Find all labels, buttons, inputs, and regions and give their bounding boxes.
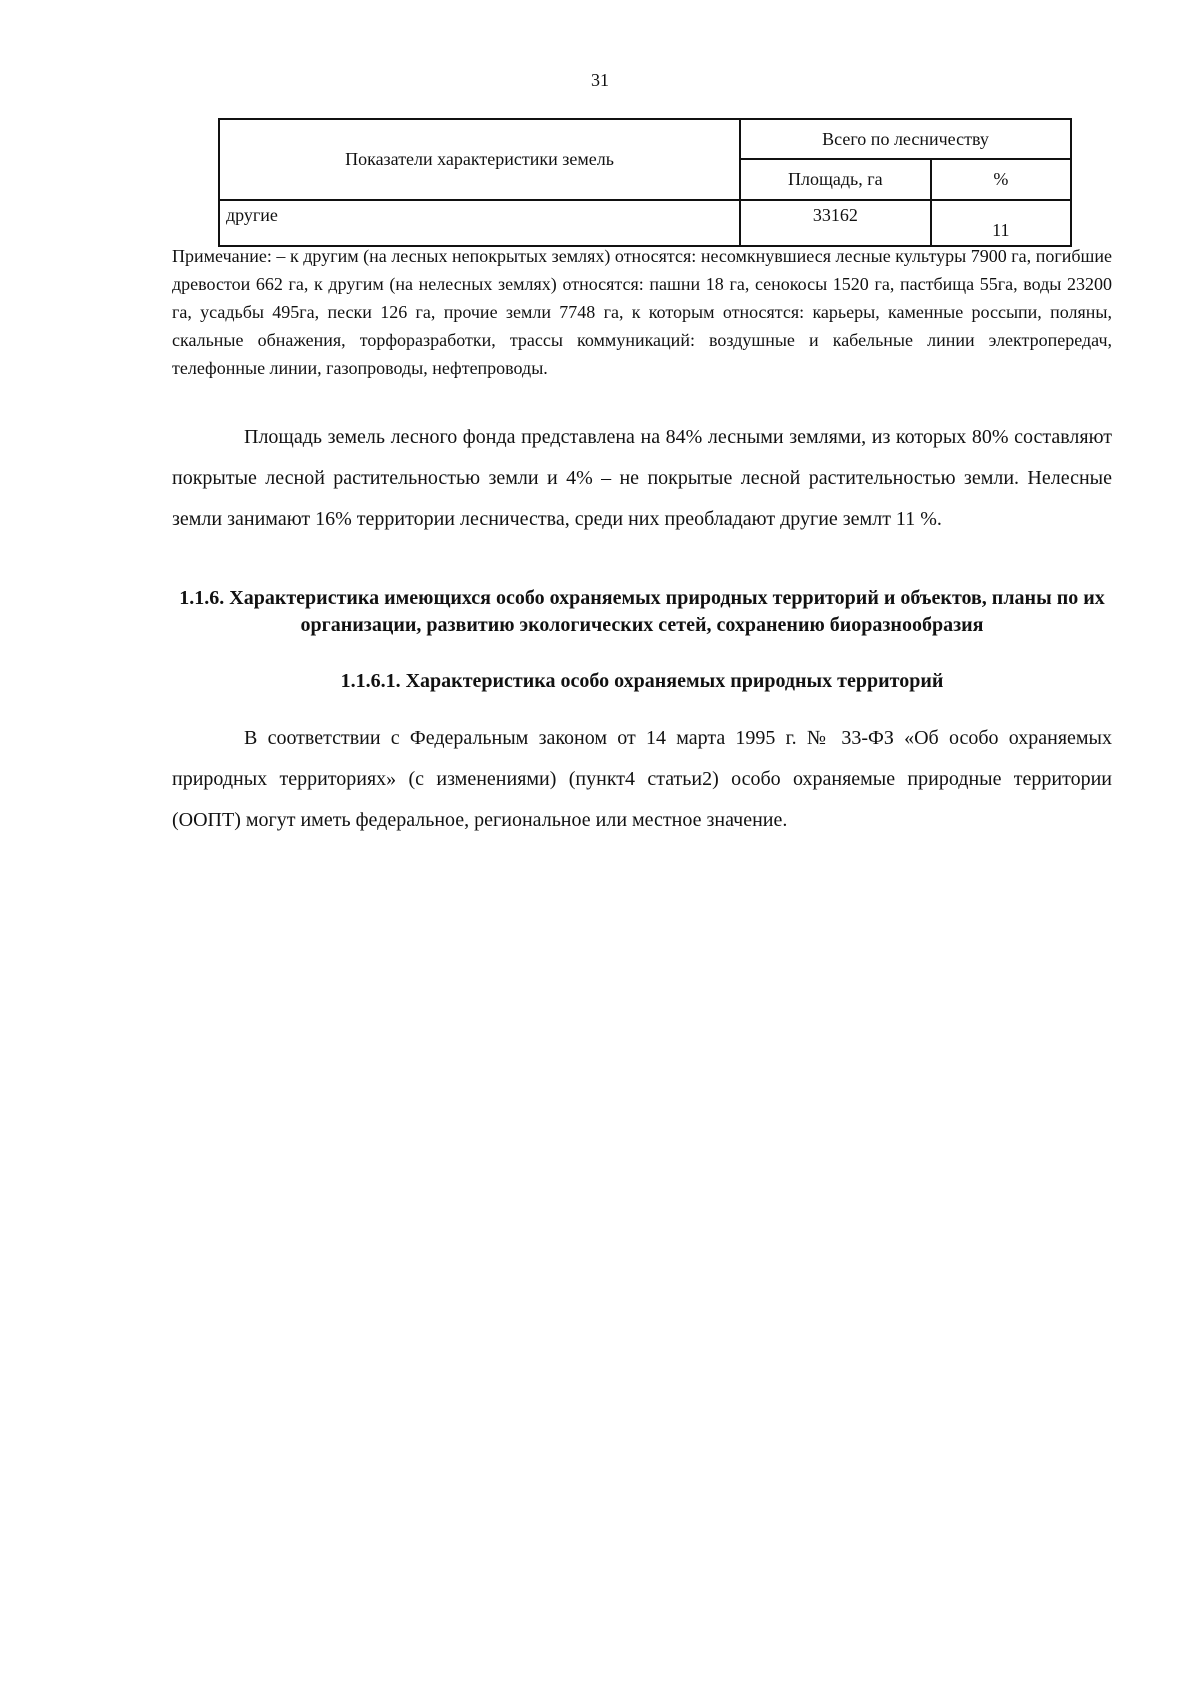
table-note: Примечание: – к другим (на лесных непокрытых землях) относятся: несомкнувшиеся лесные культуры 7900 га, погибшие древостои 662 га, к другим (на нелесных землях) относятся: пашни 18 га, сенокосы 1520 га, пастбища 55га, воды 23200 га, усадьбы 495га, пески 126 га, прочие земли 7748 га, к которым относятся: карьеры, каменные россыпи, поляны, скальные обнажения, торфоразработки, трассы коммуникаций: воздушные и кабельные линии электропередач, телефонные линии, газопроводы, нефтепроводы. (172, 246, 1112, 378)
header-indicator-cell: Показатели характеристики земель (219, 119, 740, 200)
header-percent-cell: % (931, 159, 1071, 200)
table-header-row (219, 119, 1071, 159)
subsection-heading: 1.1.6.1. Характеристика особо охраняемых природных территорий (340, 670, 944, 692)
header-total-cell: Всего по лесничеству (740, 119, 1071, 159)
paragraph-federal-law: В соответствии с Федеральным законом от 14 марта 1995 г. № 33-ФЗ «Об особо охраняемых природных территориях» (с изменениями) (пункт4 статьи2) особо охраняемые природные территории (ООПТ) могут иметь федеральное, региональное или местное значение. (172, 727, 1112, 831)
paragraph-land-share: Площадь земель лесного фонда представлена на 84% лесными землями, из которых 80% составляют покрытые лесной растительностью земли и 4% – не покрытые лесной растительностью земли. Нелесные земли занимают 16% территории лесничества, среди них преобладают другие землт 11 %. (172, 426, 1112, 530)
section-heading: 1.1.6. Характеристика имеющихся особо охраняемых природных территорий и объектов, планы по их организации, развитию экологических сетей, сохранению биоразнообразия (179, 587, 1105, 636)
page-number: 31 (591, 70, 609, 90)
header-area-cell: Площадь, га (740, 159, 931, 200)
row-percent-cell: 11 (931, 200, 1071, 246)
table-row (219, 200, 1071, 246)
row-name-cell: другие (219, 200, 740, 246)
row-area-cell: 33162 (740, 200, 931, 246)
land-characteristics-table (218, 118, 1072, 247)
